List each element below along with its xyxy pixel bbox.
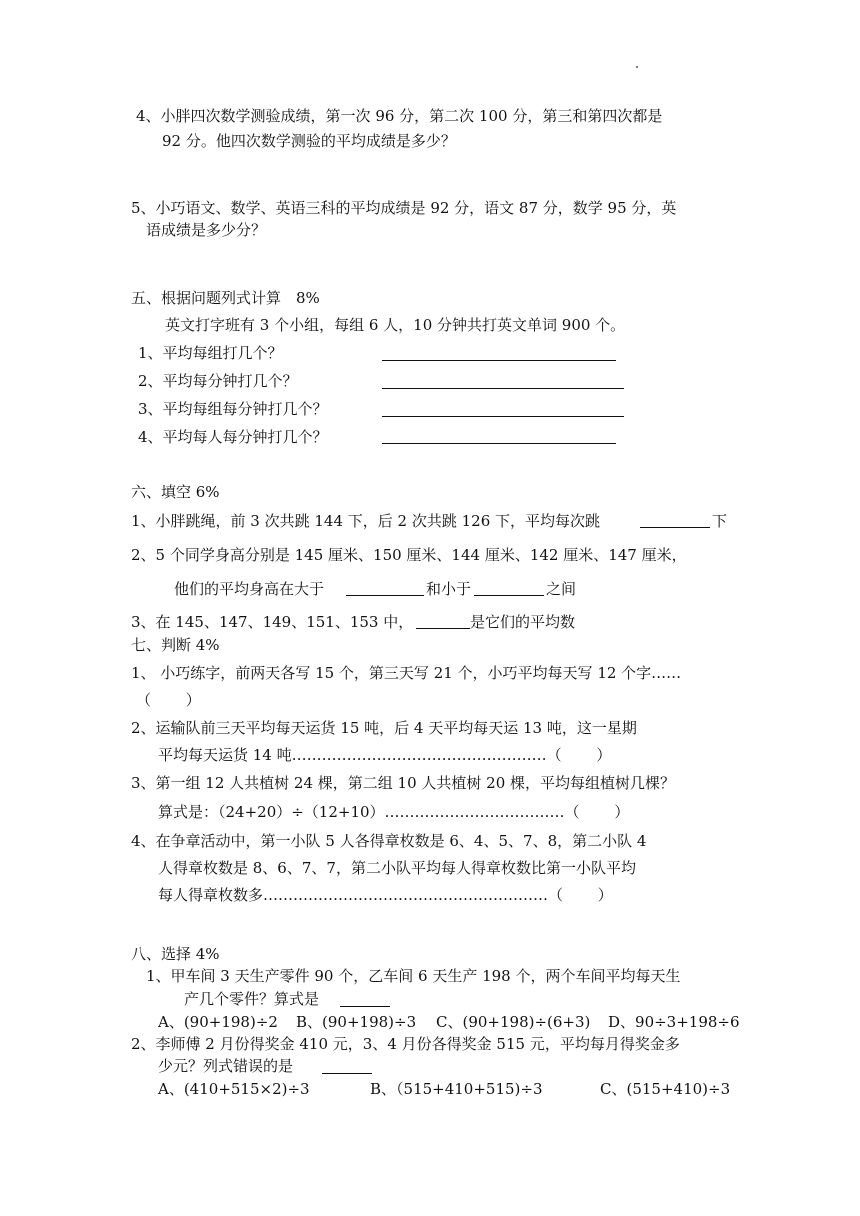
choice-blank-2[interactable] bbox=[322, 1073, 372, 1074]
choice-blank-1[interactable] bbox=[340, 1006, 390, 1007]
section7-q3-line1: 3、第一组 12 人共植树 24 棵，第二组 10 人共植树 20 棵，平均每组植树几棵？ bbox=[131, 774, 676, 792]
section6-q2-text-b: 和小于 bbox=[426, 580, 472, 598]
section5-item-4: 4、平均每人每分钟打几个？ bbox=[138, 428, 328, 446]
section7-q4-line1: 4、在争章活动中，第一小队 5 人各得章枚数是 6、4、5、7、8，第二小队 4 bbox=[131, 832, 647, 850]
section8-q2-option-a[interactable]: A、(410+515×2)÷3 bbox=[158, 1080, 310, 1098]
section7-q2-line1: 2、运输队前三天平均每天运货 15 吨，后 4 天平均每天运 13 吨，这一星期 bbox=[131, 719, 637, 737]
section5-intro: 英文打字班有 3 个小组，每组 6 人，10 分钟共打英文单词 900 个。 bbox=[165, 316, 626, 334]
fill-blank-average[interactable] bbox=[416, 628, 470, 629]
section6-q1-unit: 下 bbox=[712, 512, 728, 530]
section8-q1-option-a[interactable]: A、(90+198)÷2 bbox=[158, 1013, 278, 1031]
section8-q1-option-b[interactable]: B、(90+198)÷3 bbox=[296, 1013, 417, 1031]
section6-title: 六、填空 6% bbox=[131, 483, 220, 501]
section8-title: 八、选择 4% bbox=[131, 945, 220, 963]
answer-line-3[interactable] bbox=[382, 416, 624, 417]
section5-title: 五、根据问题列式计算 8% bbox=[131, 289, 320, 307]
page-mark bbox=[636, 66, 638, 68]
fill-blank-jump[interactable] bbox=[640, 527, 710, 528]
section5-item-1: 1、平均每组打几个？ bbox=[138, 344, 283, 362]
section7-q1-paren[interactable]: （ ） bbox=[136, 691, 201, 709]
section7-q2-line2: 平均每天运货 14 吨……………………………………………（ ） bbox=[158, 746, 612, 764]
fill-blank-greater[interactable] bbox=[346, 595, 424, 596]
section8-q1-line2: 产几个零件？算式是 bbox=[184, 990, 320, 1008]
section6-q2-text-a: 他们的平均身高在大于 bbox=[174, 580, 325, 598]
fill-blank-less[interactable] bbox=[474, 595, 544, 596]
section7-title: 七、判断 4% bbox=[131, 636, 220, 654]
section8-q1-option-d[interactable]: D、90÷3+198÷6 bbox=[608, 1013, 740, 1031]
section6-q2-line1: 2、5 个同学身高分别是 145 厘米、150 厘米、144 厘米、142 厘米、147 厘米， bbox=[131, 546, 687, 564]
q5-line1: 5、小巧语文、数学、英语三科的平均成绩是 92 分，语文 87 分，数学 95 分，英 bbox=[131, 199, 677, 217]
q4-line1: 4、小胖四次数学测验成绩，第一次 96 分，第二次 100 分，第三和第四次都是 bbox=[136, 107, 663, 125]
section8-q1-line1: 1、甲车间 3 天生产零件 90 个，乙车间 6 天生产 198 个，两个车间平均每天生 bbox=[146, 967, 681, 985]
section8-q2-option-c[interactable]: C、(515+410)÷3 bbox=[600, 1080, 731, 1098]
answer-line-2[interactable] bbox=[382, 388, 624, 389]
section8-q2-line1: 2、李师傅 2 月份得奖金 410 元，3、4 月份各得奖金 515 元，平均每月得奖金多 bbox=[131, 1035, 680, 1053]
answer-line-4[interactable] bbox=[382, 443, 616, 444]
section7-q4-line2: 人得章枚数是 8、6、7、7，第二小队平均每人得章枚数比第一小队平均 bbox=[158, 859, 636, 877]
q5-line2: 语成绩是多少分？ bbox=[146, 221, 267, 239]
section5-item-3: 3、平均每组每分钟打几个？ bbox=[138, 400, 328, 418]
section6-q3-text-a: 3、在 145、147、149、151、153 中， bbox=[131, 613, 414, 631]
section5-item-2: 2、平均每分钟打几个？ bbox=[138, 372, 298, 390]
section8-q2-option-b[interactable]: B、（515+410+515)÷3 bbox=[370, 1080, 543, 1098]
section6-q2-text-c: 之间 bbox=[546, 580, 577, 598]
answer-line-1[interactable] bbox=[382, 360, 616, 361]
section8-q1-option-c[interactable]: C、(90+198)÷(6+3) bbox=[436, 1013, 591, 1031]
section6-q1-text: 1、小胖跳绳，前 3 次共跳 144 下，后 2 次共跳 126 下，平均每次跳 bbox=[131, 512, 601, 530]
section7-q1-line1: 1、 小巧练字，前两天各写 15 个，第三天写 21 个，小巧平均每天写 12 个字…… bbox=[131, 664, 682, 682]
section7-q4-line3: 每人得章枚数多…………………………………………………（ ） bbox=[158, 886, 613, 904]
section8-q2-line2: 少元？列式错误的是 bbox=[158, 1057, 294, 1075]
section6-q3-text-b: 是它们的平均数 bbox=[470, 613, 576, 631]
section7-q3-line2: 算式是：（24+20）÷（12+10）………………………………（ ） bbox=[158, 803, 630, 821]
q4-line2: 92 分。他四次数学测验的平均成绩是多少？ bbox=[162, 132, 456, 150]
